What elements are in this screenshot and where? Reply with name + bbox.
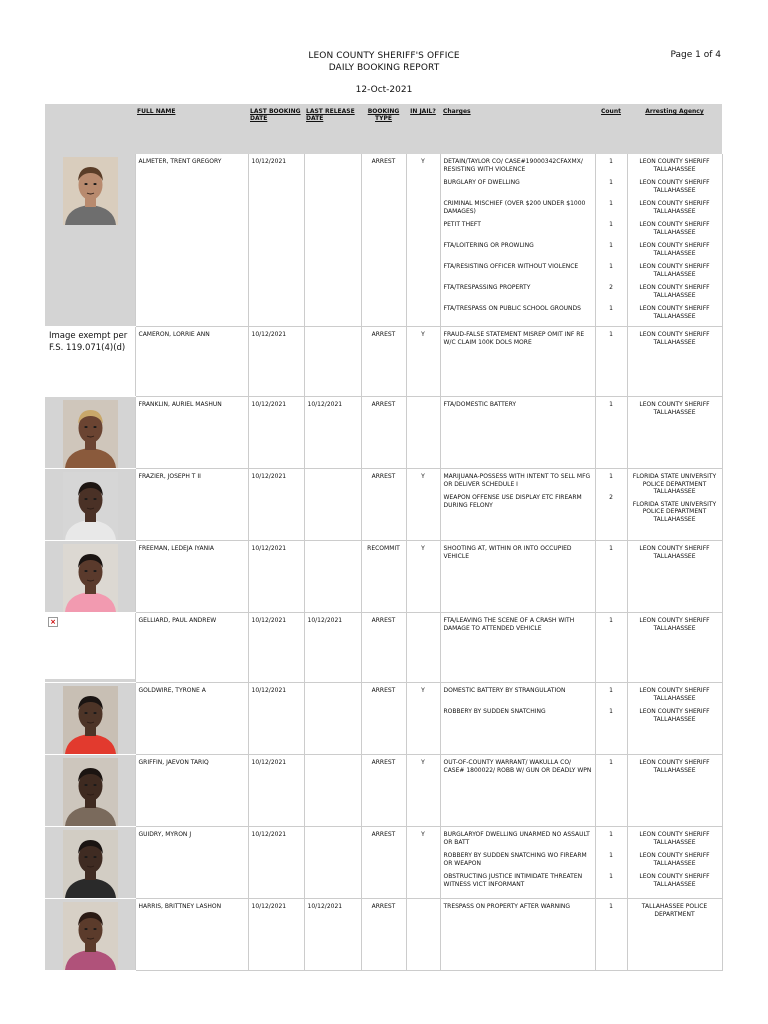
- agency-item: LEON COUNTY SHERIFF TALLAHASSEE: [639, 852, 710, 867]
- last-release-date: 10/12/2021: [304, 397, 361, 469]
- in-jail: Y: [406, 827, 440, 899]
- col-last-release: LAST RELEASE DATE: [304, 104, 361, 154]
- booking-type: ARREST: [361, 469, 406, 541]
- in-jail: Y: [406, 154, 440, 327]
- last-booking-date: 10/12/2021: [248, 327, 304, 397]
- broken-image-icon: ×: [48, 617, 58, 627]
- count-list: [595, 541, 627, 613]
- booking-type: ARREST: [361, 613, 406, 683]
- agency-list: [627, 397, 722, 469]
- in-jail: Y: [406, 469, 440, 541]
- agency-list: [627, 827, 722, 899]
- agency-item: LEON COUNTY SHERIFF TALLAHASSEE: [639, 687, 710, 702]
- charge-item: OUT-OF-COUNTY WARRANT/ WAKULLA CO/ CASE# 1800022/ ROBB W/ GUN OR DEADLY WPN: [443, 759, 592, 774]
- table-row: [45, 755, 722, 827]
- last-booking-date: 10/12/2021: [248, 827, 304, 899]
- agency-item: LEON COUNTY SHERIFF TALLAHASSEE: [639, 873, 710, 888]
- last-booking-date: 10/12/2021: [248, 755, 304, 827]
- count-item: 1: [609, 687, 613, 694]
- col-count: Count: [595, 104, 627, 154]
- charge-item: TRESPASS ON PROPERTY AFTER WARNING: [443, 903, 571, 910]
- count-item: 1: [609, 331, 613, 338]
- charge-item: DOMESTIC BATTERY BY STRANGULATION: [443, 687, 566, 694]
- image-exempt-notice: Image exempt per F.S. 119.071(4)(d): [45, 327, 135, 396]
- table-row: [45, 827, 722, 899]
- full-name: GUIDRY, MYRON J: [135, 827, 248, 899]
- agency-item: LEON COUNTY SHERIFF TALLAHASSEE: [639, 831, 710, 846]
- agency-item: LEON COUNTY SHERIFF TALLAHASSEE: [639, 545, 710, 560]
- in-jail: Y: [406, 755, 440, 827]
- booking-type: ARREST: [361, 327, 406, 397]
- charges-list: [440, 613, 595, 683]
- full-name: CAMERON, LORRIE ANN: [135, 327, 248, 397]
- charges-list: [440, 683, 595, 755]
- last-release-date: [304, 755, 361, 827]
- col-charges: Charges: [440, 104, 595, 154]
- in-jail: [406, 613, 440, 683]
- charge-item: MARIJUANA-POSSESS WITH INTENT TO SELL MFG OR DELIVER SCHEDULE I: [443, 473, 591, 488]
- broken-image-placeholder: [45, 613, 135, 679]
- full-name: GRIFFIN, JAEVON TARIQ: [135, 755, 248, 827]
- table-row: [45, 154, 722, 327]
- in-jail: Y: [406, 683, 440, 755]
- last-release-date: 10/12/2021: [304, 899, 361, 971]
- charge-item: WEAPON OFFENSE USE DISPLAY ETC FIREARM DURING FELONY: [443, 494, 582, 509]
- charge-item: FTA/LOITERING OR PROWLING: [443, 242, 534, 249]
- count-item: 1: [609, 759, 613, 766]
- photo-cell: [45, 397, 135, 469]
- booking-type: ARREST: [361, 755, 406, 827]
- charges-list: [440, 154, 595, 327]
- last-booking-date: 10/12/2021: [248, 397, 304, 469]
- photo-cell: [45, 755, 135, 827]
- agency-item: LEON COUNTY SHERIFF TALLAHASSEE: [639, 617, 710, 632]
- charges-list: [440, 327, 595, 397]
- charges-list: [440, 755, 595, 827]
- photo-cell: [45, 469, 135, 541]
- agency-item: LEON COUNTY SHERIFF TALLAHASSEE: [639, 284, 710, 299]
- booking-type: ARREST: [361, 683, 406, 755]
- booking-type: ARREST: [361, 899, 406, 971]
- agency-list: [627, 755, 722, 827]
- agency-item: LEON COUNTY SHERIFF TALLAHASSEE: [639, 242, 710, 257]
- charges-list: [440, 469, 595, 541]
- count-list: [595, 899, 627, 971]
- count-item: 1: [609, 242, 613, 249]
- count-list: [595, 469, 627, 541]
- page-number: Page 1 of 4: [670, 50, 721, 60]
- office-name: LEON COUNTY SHERIFF'S OFFICE: [308, 51, 460, 61]
- photo-cell: [45, 541, 135, 613]
- count-item: 2: [609, 284, 613, 291]
- booking-table: [45, 104, 723, 971]
- full-name: FREEMAN, LEDEJA IYANIA: [135, 541, 248, 613]
- charge-item: CRIMINAL MISCHIEF (OVER $200 UNDER $1000 DAMAGES): [443, 200, 586, 215]
- table-header: [45, 104, 722, 154]
- booking-type: ARREST: [361, 397, 406, 469]
- charge-item: FTA/TRESPASSING PROPERTY: [443, 284, 531, 291]
- count-list: [595, 755, 627, 827]
- agency-list: [627, 469, 722, 541]
- count-item: 1: [609, 873, 613, 880]
- last-release-date: [304, 327, 361, 397]
- count-list: [595, 154, 627, 327]
- mugshot-photo: [63, 400, 118, 468]
- table-row: [45, 899, 722, 971]
- full-name: HARRIS, BRITTNEY LASHON: [135, 899, 248, 971]
- mugshot-photo: [63, 902, 118, 970]
- count-item: 1: [609, 200, 613, 207]
- mugshot-photo: [63, 686, 118, 754]
- count-list: [595, 327, 627, 397]
- table-row: [45, 327, 722, 397]
- charge-item: SHOOTING AT, WITHIN OR INTO OCCUPIED VEHICLE: [443, 545, 572, 560]
- table-row: [45, 683, 722, 755]
- agency-item: TALLAHASSEE POLICE DEPARTMENT: [641, 903, 708, 918]
- report-date: 12-Oct-2021: [355, 85, 413, 95]
- col-booking-type: BOOKING TYPE: [361, 104, 406, 154]
- count-item: 1: [609, 305, 613, 312]
- table-row: [45, 541, 722, 613]
- in-jail: Y: [406, 541, 440, 613]
- agency-item: LEON COUNTY SHERIFF TALLAHASSEE: [639, 179, 710, 194]
- count-item: 1: [609, 263, 613, 270]
- charge-item: PETIT THEFT: [443, 221, 481, 228]
- photo-cell: [45, 613, 135, 683]
- count-item: 1: [609, 401, 613, 408]
- count-item: 1: [609, 545, 613, 552]
- count-list: [595, 397, 627, 469]
- count-list: [595, 613, 627, 683]
- agency-list: [627, 154, 722, 327]
- last-release-date: [304, 469, 361, 541]
- count-item: 2: [609, 494, 613, 501]
- agency-list: [627, 541, 722, 613]
- last-booking-date: 10/12/2021: [248, 613, 304, 683]
- agency-item: LEON COUNTY SHERIFF TALLAHASSEE: [639, 158, 710, 173]
- photo-cell: [45, 327, 135, 397]
- photo-cell: [45, 899, 135, 971]
- report-name: DAILY BOOKING REPORT: [328, 63, 440, 73]
- booking-type: RECOMMIT: [361, 541, 406, 613]
- charge-item: ROBBERY BY SUDDEN SNATCHING WO FIREARM OR WEAPON: [443, 852, 587, 867]
- photo-cell: [45, 154, 135, 327]
- charge-item: BURGLARY OF DWELLING: [443, 179, 520, 186]
- charges-list: [440, 899, 595, 971]
- full-name: GELLIARD, PAUL ANDREW: [135, 613, 248, 683]
- count-item: 1: [609, 831, 613, 838]
- agency-list: [627, 613, 722, 683]
- table-row: [45, 397, 722, 469]
- mugshot-photo: [63, 544, 118, 612]
- charge-item: FTA/DOMESTIC BATTERY: [443, 401, 517, 408]
- booking-type: ARREST: [361, 154, 406, 327]
- charge-item: OBSTRUCTING JUSTICE INTIMIDATE THREATEN WITNESS VICT INFORMANT: [443, 873, 583, 888]
- agency-item: LEON COUNTY SHERIFF TALLAHASSEE: [639, 708, 710, 723]
- last-booking-date: 10/12/2021: [248, 541, 304, 613]
- table-row: [45, 469, 722, 541]
- photo-cell: [45, 827, 135, 899]
- booking-type: ARREST: [361, 827, 406, 899]
- full-name: FRANKLIN, AURIEL MASHUN: [135, 397, 248, 469]
- last-booking-date: 10/12/2021: [248, 899, 304, 971]
- agency-item: LEON COUNTY SHERIFF TALLAHASSEE: [639, 305, 710, 320]
- agency-list: [627, 899, 722, 971]
- count-item: 1: [609, 158, 613, 165]
- mugshot-photo: [63, 758, 118, 826]
- col-photo: [45, 104, 135, 154]
- agency-item: LEON COUNTY SHERIFF TALLAHASSEE: [639, 401, 710, 416]
- count-list: [595, 683, 627, 755]
- last-release-date: [304, 683, 361, 755]
- charge-item: FTA/LEAVING THE SCENE OF A CRASH WITH DAMAGE TO ATTENDED VEHICLE: [443, 617, 575, 632]
- count-item: 1: [609, 852, 613, 859]
- charge-item: FTA/RESISTING OFFICER WITHOUT VIOLENCE: [443, 263, 579, 270]
- charges-list: [440, 397, 595, 469]
- charge-item: BURGLARYOF DWELLING UNARMED NO ASSAULT OR BATT: [443, 831, 590, 846]
- mugshot-photo: [63, 830, 118, 898]
- agency-item: LEON COUNTY SHERIFF TALLAHASSEE: [639, 759, 710, 774]
- last-booking-date: 10/12/2021: [248, 683, 304, 755]
- in-jail: [406, 899, 440, 971]
- agency-list: [627, 683, 722, 755]
- agency-item: LEON COUNTY SHERIFF TALLAHASSEE: [639, 221, 710, 236]
- agency-item: LEON COUNTY SHERIFF TALLAHASSEE: [639, 263, 710, 278]
- last-booking-date: 10/12/2021: [248, 154, 304, 327]
- charge-item: FTA/TRESPASS ON PUBLIC SCHOOL GROUNDS: [443, 305, 581, 312]
- full-name: FRAZIER, JOSEPH T II: [135, 469, 248, 541]
- report-title: [0, 50, 768, 74]
- last-release-date: [304, 827, 361, 899]
- agency-item: FLORIDA STATE UNIVERSITY POLICE DEPARTMENT TALLAHASSEE: [632, 473, 717, 495]
- last-booking-date: 10/12/2021: [248, 469, 304, 541]
- count-item: 1: [609, 708, 613, 715]
- count-list: [595, 827, 627, 899]
- col-in-jail: IN JAIL?: [406, 104, 440, 154]
- table-row: [45, 613, 722, 683]
- count-item: 1: [609, 617, 613, 624]
- last-release-date: [304, 541, 361, 613]
- count-item: 1: [609, 179, 613, 186]
- charges-list: [440, 541, 595, 613]
- charge-item: ROBBERY BY SUDDEN SNATCHING: [443, 708, 546, 715]
- photo-cell: [45, 683, 135, 755]
- in-jail: [406, 397, 440, 469]
- charge-item: DETAIN/TAYLOR CO/ CASE#19000342CFAXMX/ RESISTING WITH VIOLENCE: [443, 158, 583, 173]
- agency-item: LEON COUNTY SHERIFF TALLAHASSEE: [639, 331, 710, 346]
- col-full-name: FULL NAME: [135, 104, 248, 154]
- mugshot-photo: [63, 472, 118, 540]
- last-release-date: [304, 154, 361, 327]
- agency-item: LEON COUNTY SHERIFF TALLAHASSEE: [639, 200, 710, 215]
- charges-list: [440, 827, 595, 899]
- last-release-date: 10/12/2021: [304, 613, 361, 683]
- count-item: 1: [609, 473, 613, 480]
- count-item: 1: [609, 903, 613, 910]
- col-agency: Arresting Agency: [627, 104, 722, 154]
- mugshot-photo: [63, 157, 118, 225]
- full-name: GOLDWIRE, TYRONE A: [135, 683, 248, 755]
- col-last-booking: LAST BOOKING DATE: [248, 104, 304, 154]
- agency-item: FLORIDA STATE UNIVERSITY POLICE DEPARTMENT TALLAHASSEE: [632, 500, 717, 523]
- full-name: ALMETER, TRENT GREGORY: [135, 154, 248, 327]
- in-jail: Y: [406, 327, 440, 397]
- agency-list: [627, 327, 722, 397]
- charge-item: FRAUD-FALSE STATEMENT MISREP OMIT INF RE W/C CLAIM 100K DOLS MORE: [443, 331, 585, 346]
- count-item: 1: [609, 221, 613, 228]
